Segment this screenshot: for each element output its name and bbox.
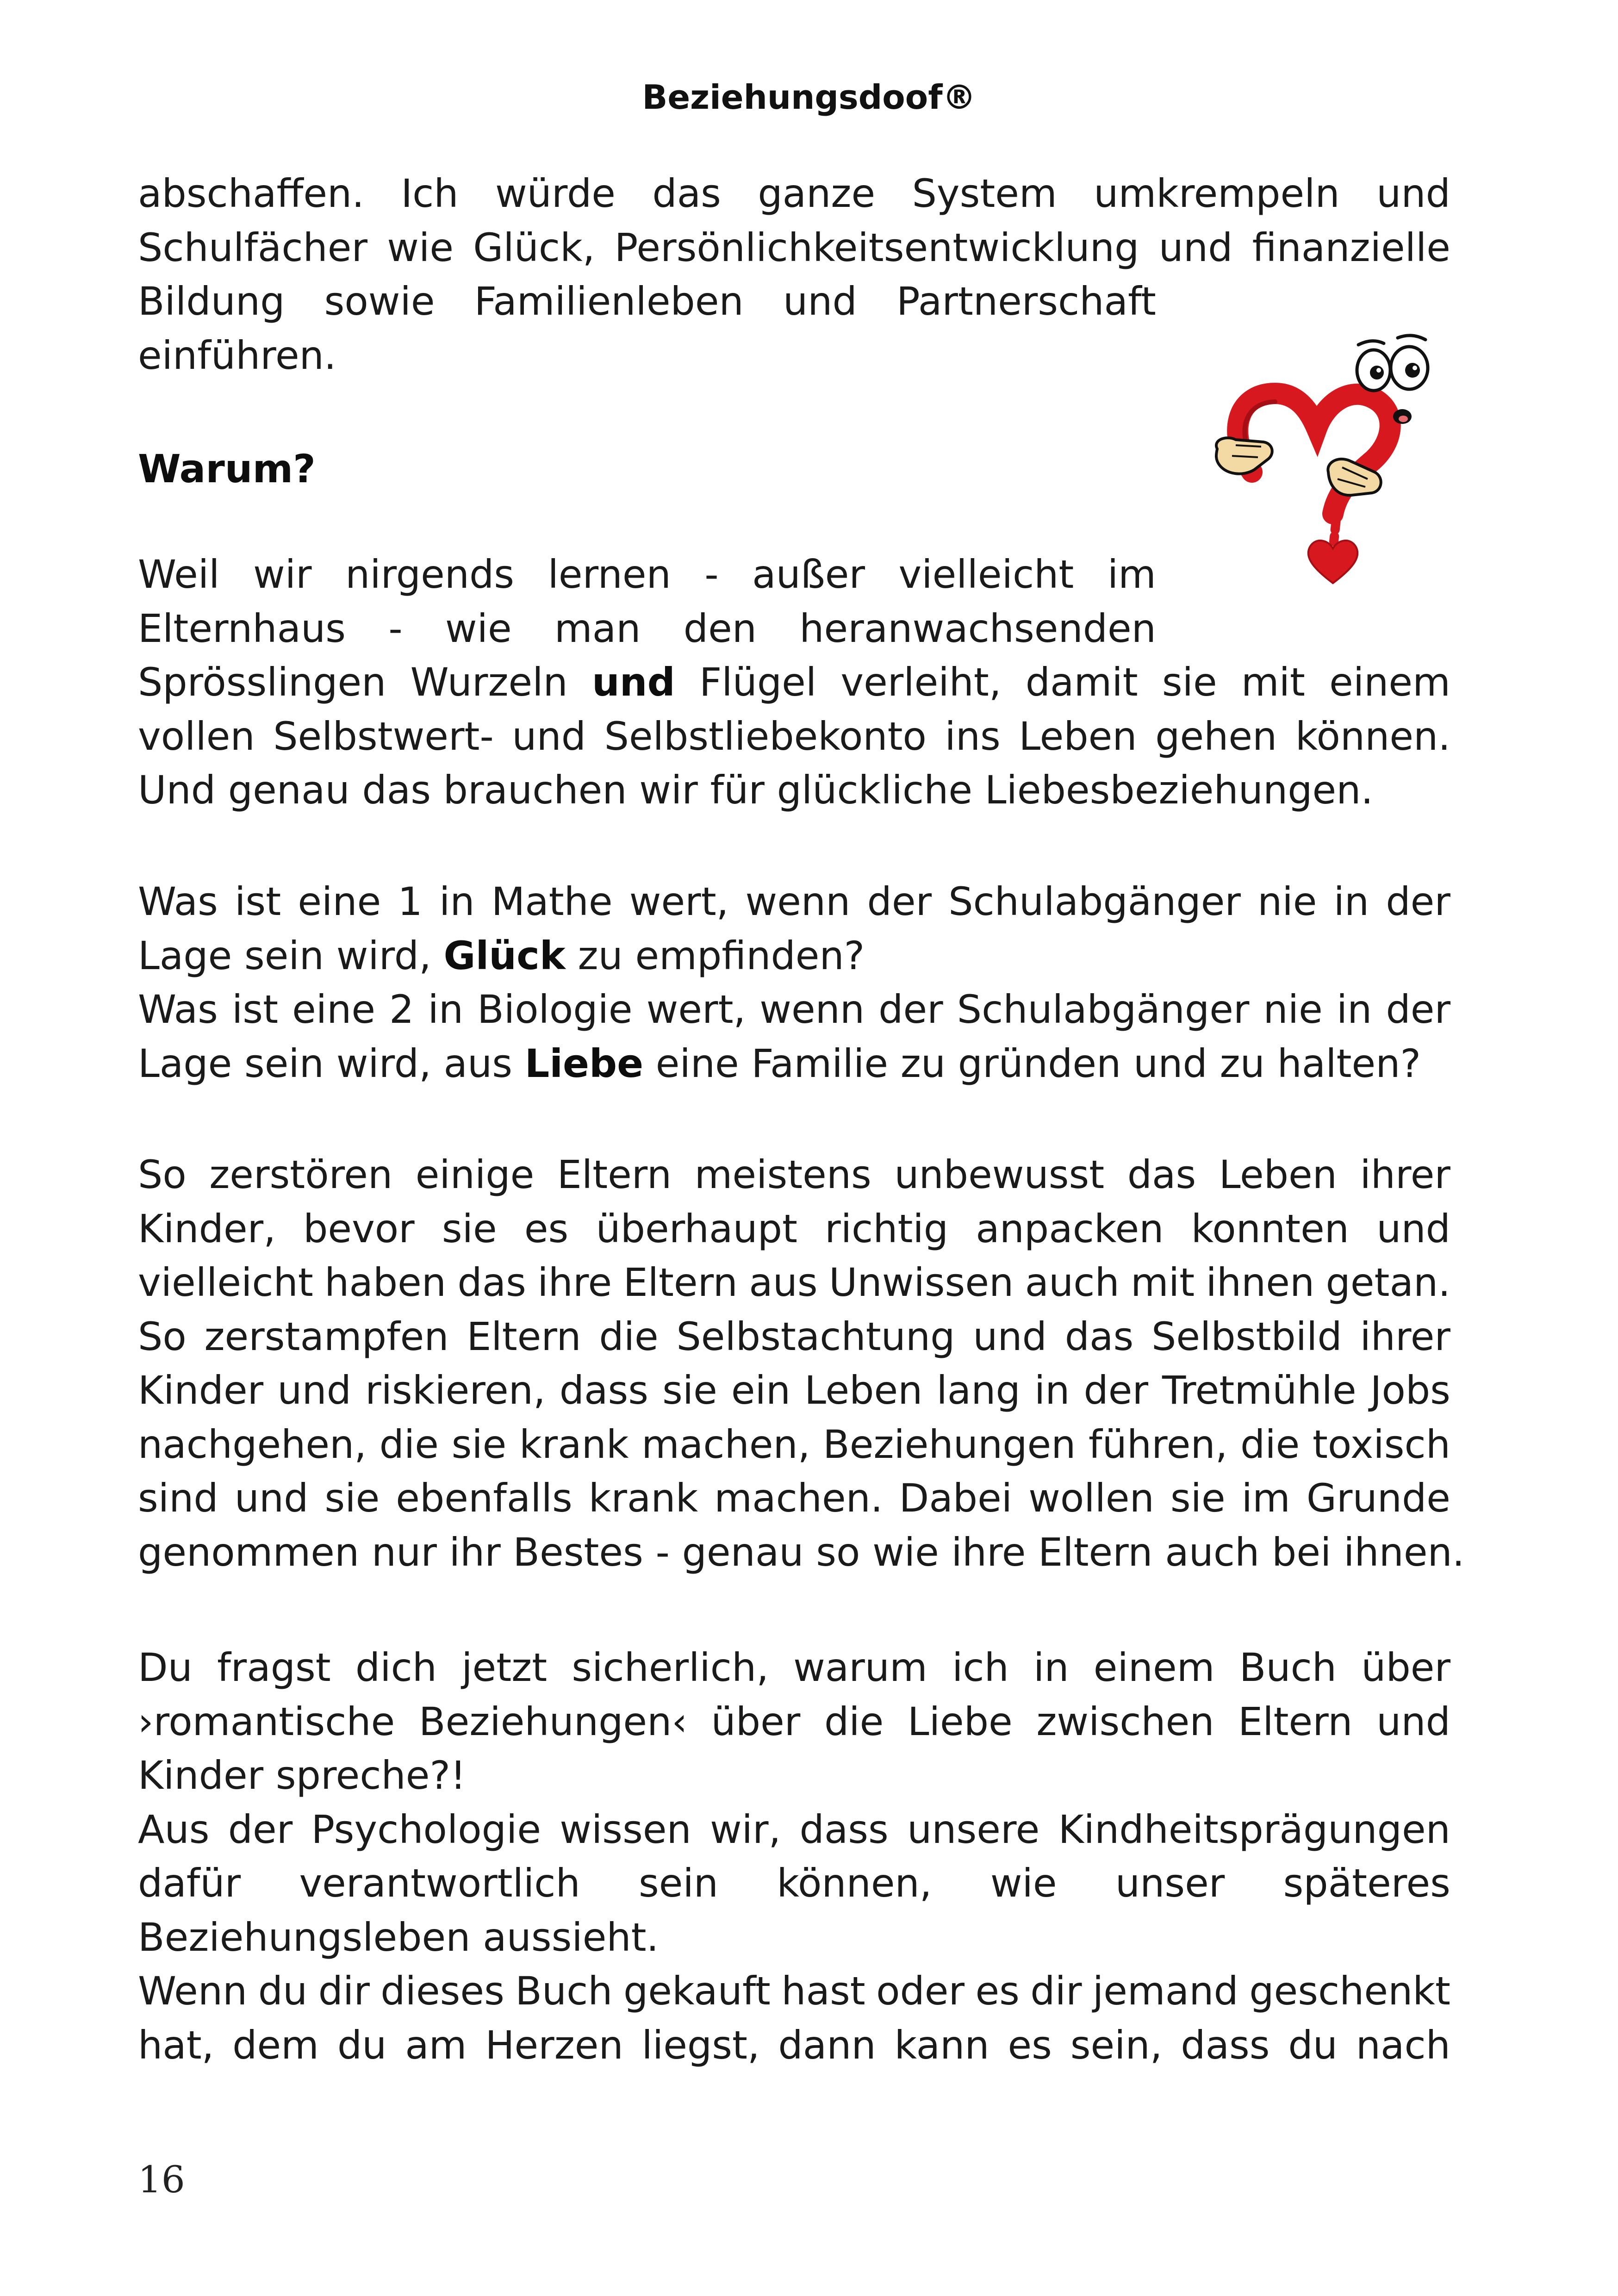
- paragraph-5: [138, 1641, 1450, 2072]
- paragraph-4: [138, 1148, 1465, 1579]
- text-line: Kinder, bevor sie es überhaupt richtig anpacken konnten und: [138, 1206, 1450, 1251]
- text-line: Du fragst dich jetzt sicherlich, warum ich in einem Buch über: [138, 1645, 1450, 1690]
- text-line: Kinder und riskieren, dass sie ein Leben lang in der Tretmühle Jobs: [138, 1368, 1450, 1413]
- emphasis-word: und: [592, 660, 675, 705]
- paragraph-3: [138, 875, 1450, 1090]
- text-line: nachgehen, die sie krank machen, Beziehungen führen, die toxisch: [138, 1421, 1450, 1467]
- text-line: Lage sein wird, Glück zu empfinden?: [138, 933, 865, 978]
- text-line: Kinder spreche?!: [138, 1753, 466, 1798]
- text-line: Sprösslingen Wurzeln und Flügel verleiht, damit sie mit einem: [138, 655, 1450, 709]
- text-line: abschaffen. Ich würde das ganze System umkrempeln und: [138, 171, 1450, 216]
- text-line: Schulfächer wie Glück, Persönlichkeitsentwicklung und finanzielle: [138, 224, 1450, 270]
- page-number: 16: [138, 2158, 185, 2201]
- text-line: Aus der Psychologie wissen wir, dass unsere Kindheitsprägungen: [138, 1806, 1450, 1852]
- text-line: Was ist eine 2 in Biologie wert, wenn der Schulabgänger nie in der: [138, 987, 1450, 1032]
- text-line: Weil wir nirgends lernen - außer vielleicht im: [138, 552, 1156, 597]
- text-line: ›romantische Beziehungen‹ über die Liebe zwischen Eltern und: [138, 1699, 1450, 1744]
- emphasis-word: Liebe: [524, 1040, 644, 1086]
- text-line: hat, dem du am Herzen liegst, dann kann es sein, dass du nach: [138, 2022, 1450, 2068]
- text-line: Wenn du dir dieses Buch gekauft hast oder es dir jemand geschenkt: [138, 1968, 1450, 2014]
- text-line: einführen.: [138, 332, 336, 378]
- emphasis-word: Glück: [443, 933, 566, 978]
- heart-question-mark-cartoon-icon: [1199, 324, 1449, 592]
- text-line: Beziehungsleben aussieht.: [138, 1914, 659, 1960]
- text-line: sind und sie ebenfalls krank machen. Dabei wollen sie im Grunde: [138, 1475, 1450, 1521]
- text-line: Elternhaus - wie man den heranwachsenden: [138, 605, 1156, 651]
- text-line: vollen Selbstwert- und Selbstliebekonto ins Leben gehen können.: [138, 713, 1450, 759]
- text-line: Und genau das brauchen wir für glückliche Liebesbeziehungen.: [138, 767, 1374, 813]
- text-line: Was ist eine 1 in Mathe wert, wenn der Schulabgänger nie in der: [138, 879, 1450, 924]
- running-head-title: Beziehungsdoof®: [642, 78, 976, 117]
- text-line: Bildung sowie Familienleben und Partnerschaft: [138, 279, 1156, 324]
- text-line: Lage sein wird, aus Liebe eine Familie zu gründen und zu halten?: [138, 1040, 1421, 1086]
- text-line: genommen nur ihr Bestes - genau so wie ihre Eltern auch bei ihnen.: [138, 1529, 1465, 1575]
- text-line: dafür verantwortlich sein können, wie unser späteres: [138, 1860, 1450, 1906]
- text-line: So zerstören einige Eltern meistens unbewusst das Leben ihrer: [138, 1152, 1450, 1197]
- text-line: So zerstampfen Eltern die Selbstachtung und das Selbstbild ihrer: [138, 1313, 1450, 1359]
- section-heading: Warum?: [138, 446, 316, 492]
- text-line: vielleicht haben das ihre Eltern aus Unwissen auch mit ihnen getan.: [138, 1260, 1450, 1305]
